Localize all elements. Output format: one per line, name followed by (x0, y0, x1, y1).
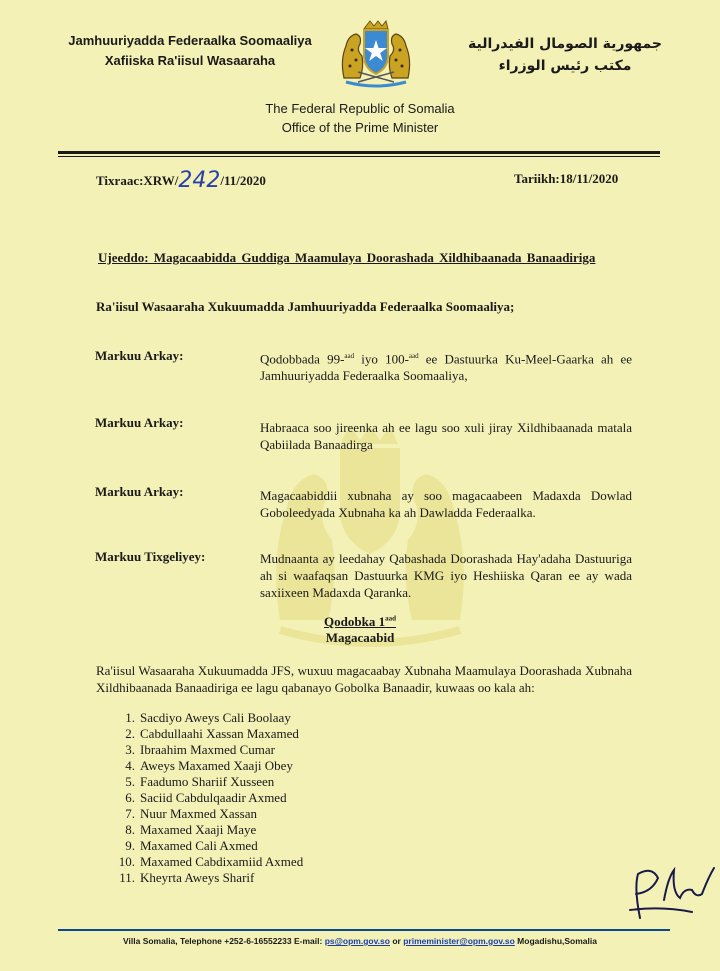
footer-contact: Villa Somalia, Telephone +252-6-16552233 E-mail: ps@opm.gov.so or primeminister@opm.gov.so Mogadishu,Somalia (123, 936, 597, 946)
member-name: Nuur Maxmed Xassan (140, 806, 257, 821)
header-left-line2: Xafiiska Ra'iisul Wasaaraha (104, 53, 276, 68)
document-date: Tariikh:18/11/2020 (514, 171, 619, 186)
recital-2-label: Markuu Arkay: (95, 415, 184, 430)
header-right (430, 33, 700, 77)
list-item: 4. Aweys Maxamed Xaaji Obey (125, 758, 293, 773)
header-divider-thick (58, 151, 660, 154)
member-name: Maxamed Cabdixamiid Axmed (140, 854, 304, 869)
reference-prefix: Tixraac:XRW/ (96, 173, 179, 188)
header-right-line1: جمهورية الصومال الفيدرالية (467, 36, 662, 52)
member-name: Ibraahim Maxmed Cumar (140, 742, 276, 757)
member-name: Saciid Cabdulqaadir Axmed (140, 790, 287, 805)
header-left-line1: Jamhuuriyadda Federaalka Soomaaliya (68, 33, 312, 48)
list-item: 2. Cabdullaahi Xassan Maxamed (125, 726, 299, 741)
list-item: 3. Ibraahim Maxmed Cumar (125, 742, 276, 757)
subject-line: Ujeeddo: Magacaabidda Guddiga Maamulaya Doorashada Xildhibaanada Banaadiriga (98, 250, 596, 265)
handwritten-signature (622, 848, 720, 928)
header-right-line2: مكتب رئيس الوزراء (498, 58, 632, 74)
header-divider-thin (58, 156, 660, 157)
email-link-ps[interactable]: ps@opm.gov.so (324, 936, 390, 946)
footer-divider (58, 929, 670, 931)
recital-1-label: Markuu Arkay: (95, 348, 184, 363)
reference-handwritten-number: 242 (178, 168, 221, 193)
reference-number (96, 166, 266, 191)
email-link-primeminister[interactable]: primeminister@opm.gov.so (403, 936, 515, 946)
list-item: 9. Maxamed Cali Axmed (125, 838, 258, 853)
header-english-line2: Office of the Prime Minister (281, 120, 439, 135)
list-item: 7. Nuur Maxmed Xassan (125, 806, 257, 821)
recital-1-text: Qodobbada 99-$^{aad}$ iyo 100-$^{aad}$ ee Dastuurka Ku-Meel-Gaarka ah ee Jamhuuriyadda Federaalka Soomaaliya, (260, 351, 632, 384)
member-name: Maxamed Xaaji Maye (140, 822, 257, 837)
list-item: 6. Saciid Cabdulqaadir Axmed (125, 790, 287, 805)
recital-3-text: Magacaabiddii xubnaha ay soo magacaabeen Madaxda Dowlad Goboleedyada Xubnaha ka ah Dawladda Federaalka. (260, 488, 632, 520)
list-item: 11. Kheyrta Aweys Sharif (119, 870, 255, 885)
list-item: 10. Maxamed Cabdixamiid Axmed (118, 854, 304, 869)
member-name: Aweys Maxamed Xaaji Obey (140, 758, 293, 773)
member-name: Kheyrta Aweys Sharif (140, 870, 255, 885)
member-name: Faadumo Shariif Xusseen (140, 774, 275, 789)
member-name: Cabdullaahi Xassan Maxamed (140, 726, 299, 741)
member-list (113, 710, 303, 886)
list-item: 1. Sacdiyo Aweys Cali Boolaay (125, 710, 291, 725)
member-name: Sacdiyo Aweys Cali Boolaay (140, 710, 291, 725)
header-left (40, 31, 340, 71)
coat-of-arms-emblem (330, 20, 422, 92)
list-item: 5. Faadumo Shariif Xusseen (125, 774, 275, 789)
article-intro: Ra'iisul Wasaaraha Xukuumadda JFS, wuxuu magacaabay Xubnaha Maamulaya Doorashada Xubnaha Xildhibaanada Banaadiriga ee lagu qabanayo Gobolka Banaadir, kuwaas oo kala ah: (96, 663, 632, 695)
recital-4-text: Mudnaanta ay leedahay Qabashada Doorashada Hay'adaha Dastuuriga ah si waafaqsan Dastuurka KMG iyo Heshiiska Qaran ee ay wada saxiixeen Madaxda Qaranka. (260, 551, 632, 600)
article-title: Qodobka $1^{aad}$ (324, 614, 396, 629)
recital-2-text: Habraaca soo jireenka ah ee lagu soo xuli jiray Xildhibaanada matala Qabiilada Banaadirga (260, 420, 632, 452)
reference-suffix: /11/2020 (220, 173, 266, 188)
list-item: 8. Maxamed Xaaji Maye (125, 822, 257, 837)
header-english (0, 99, 720, 137)
issuer-line: Ra'iisul Wasaaraha Xukuumadda Jamhuuriyadda Federaalka Soomaaliya; (96, 299, 515, 314)
article-subtitle: Magacaabid (325, 630, 395, 645)
member-name: Maxamed Cali Axmed (140, 838, 258, 853)
recital-3-label: Markuu Arkay: (95, 484, 184, 499)
header-english-line1: The Federal Republic of Somalia (265, 101, 455, 116)
recital-4-label: Markuu Tixgeliyey: (95, 549, 206, 564)
